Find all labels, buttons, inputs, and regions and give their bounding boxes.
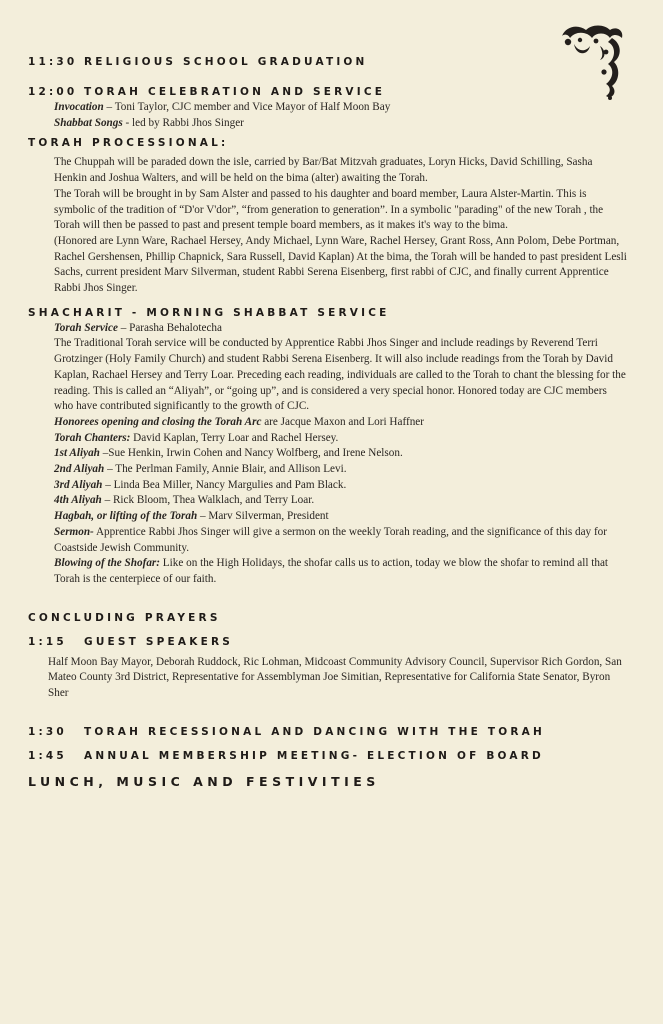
aliyah-3-text: – Linda Bea Miller, Nancy Margulies and Pam Black. xyxy=(102,478,347,491)
item-title: TORAH RECESSIONAL AND DANCING WITH THE TORAH xyxy=(84,725,545,738)
schedule-item-145 xyxy=(28,750,628,762)
processional-p3: (Honored are Lynn Ware, Rachael Hersey, Andy Michael, Lynn Ware, Rachel Hersey, Grant Ross, Ann Polom, Debe Portman, Rachel Gershensen, Phillip Chapnick, Sara Russell, David Kaplan) At the bima, the Torah will be handed to past president Lesli Sachs, current president Marv Silverman, student Rabbi Serena Eisenberg, first rabbi of CJC, and finally current Apprentice Rabbi Jhos Singer. xyxy=(54,234,627,295)
torah-service-body: The Traditional Torah service will be conducted by Apprentice Rabbi Jhos Singer and include readings by Reverend Terri Grotzinger (Holy Family Church) and student Rabbi Serena Eisenberg. It will also include readings from the Torah by David Kaplan, Rachael Hersey and Terry Loar. Preceding each reading, individuals are called to the Torah to chant the blessing for the reading. This is called an “Aliyah”, or “going up”, and is considered a very special honor. Honored today are CJC members who have contributed significantly to the growth of CJC. xyxy=(54,337,626,413)
aliyah-3-label: 3rd Aliyah xyxy=(54,478,103,491)
aliyah-4-label: 4th Aliyah xyxy=(54,494,102,507)
hagbah-text: – Marv Silverman, President xyxy=(197,510,329,523)
shacharit-block xyxy=(54,321,628,588)
shofar-text: Like on the High Holidays, the shofar calls us to action, today we blow the shofar to remind all that Torah is the centerpiece of our faith. xyxy=(54,557,609,585)
schedule-item-1200 xyxy=(28,86,628,98)
torah-service-text: – Parasha Behalotecha xyxy=(117,321,222,334)
aliyah-2-text: – The Perlman Family, Annie Blair, and Allison Levi. xyxy=(104,463,347,476)
sermon-label: Sermon- xyxy=(54,525,94,538)
songs-text: - led by Rabbi Jhos Singer xyxy=(122,116,244,129)
torah-service-label: Torah Service xyxy=(54,321,118,334)
shofar-label: Blowing of the Shofar: xyxy=(54,557,160,570)
schedule-item-130 xyxy=(28,726,628,738)
guest-speakers-text: Half Moon Bay Mayor, Deborah Ruddock, Ric Lohman, Midcoast Community Advisory Council, Supervisor Rich Gordon, San Mateo County 3rd District, Representative for Assemblyman Joe Simitian, Representative for California State Senator, Byron Sher xyxy=(48,655,622,700)
processional-block xyxy=(54,155,628,296)
aliyah-1-label: 1st Aliyah xyxy=(54,447,100,460)
hagbah-label: Hagbah, or lifting of the Torah xyxy=(54,510,198,523)
honorees-text: are Jacque Maxon and Lori Haffner xyxy=(261,415,424,428)
chanters-label: Torah Chanters: xyxy=(54,431,131,444)
item-title: ANNUAL MEMBERSHIP MEETING- ELECTION OF BOARD xyxy=(84,749,544,762)
processional-p1: The Chuppah will be paraded down the isle, carried by Bar/Bat Mitzvah graduates, Loryn Hicks, David Schilling, Sasha Henkin and Joshua Walters, and will be held on the bima (alter) awaiting the Torah. xyxy=(54,156,593,185)
honorees-label: Honorees opening and closing the Torah Arc xyxy=(54,415,262,428)
invocation-label: Invocation xyxy=(54,101,104,113)
shacharit-heading: SHACHARIT - MORNING SHABBAT SERVICE xyxy=(28,306,390,319)
aliyah-1-text: –Sue Henkin, Irwin Cohen and Nancy Wolfberg, and Irene Nelson. xyxy=(99,447,403,460)
processional-p2: The Torah will be brought in by Sam Alster and passed to his daughter and board member, Laura Alster-Martin. This is symbolic of the tradition of “D'or V'dor”, “from generation to generation”. In a symbolic "parading" of the new Torah , the Torah will then be passed to past and present temple board members, as it makes it's way to the bima. xyxy=(54,187,604,232)
processional-heading: TORAH PROCESSIONAL: xyxy=(28,137,229,150)
schedule-item-115 xyxy=(28,636,628,648)
chanters-text: David Kaplan, Terry Loar and Rachel Hersey. xyxy=(130,431,339,444)
time-label: 11:30 xyxy=(28,56,78,68)
invocation-text: – Toni Taylor, CJC member and Vice Mayor of Half Moon Bay xyxy=(103,101,391,113)
item-title: RELIGIOUS SCHOOL GRADUATION xyxy=(84,56,368,68)
aliyah-2-label: 2nd Aliyah xyxy=(54,463,105,476)
sermon-text: Apprentice Rabbi Jhos Singer will give a sermon on the weekly Torah reading, and the significance of this day for Coastside Jewish Community. xyxy=(54,525,607,554)
item-title: TORAH CELEBRATION AND SERVICE xyxy=(84,86,386,98)
time-label: 1:30 xyxy=(28,725,67,738)
time-label: 1:45 xyxy=(28,749,67,762)
item-title: GUEST SPEAKERS xyxy=(84,635,234,648)
songs-label: Shabbat Songs xyxy=(54,116,123,129)
guest-speakers-block xyxy=(48,655,628,702)
schedule-item-1130 xyxy=(28,56,628,68)
service-intro xyxy=(54,100,628,131)
time-label: 1:15 xyxy=(28,635,67,648)
concluding-heading: CONCLUDING PRAYERS xyxy=(28,611,221,624)
time-label: 12:00 xyxy=(28,86,78,98)
aliyah-4-text: – Rick Bloom, Thea Walklach, and Terry Loar. xyxy=(101,494,315,507)
lunch-heading: LUNCH, MUSIC AND FESTIVITIES xyxy=(28,773,380,789)
program-content xyxy=(28,56,628,789)
